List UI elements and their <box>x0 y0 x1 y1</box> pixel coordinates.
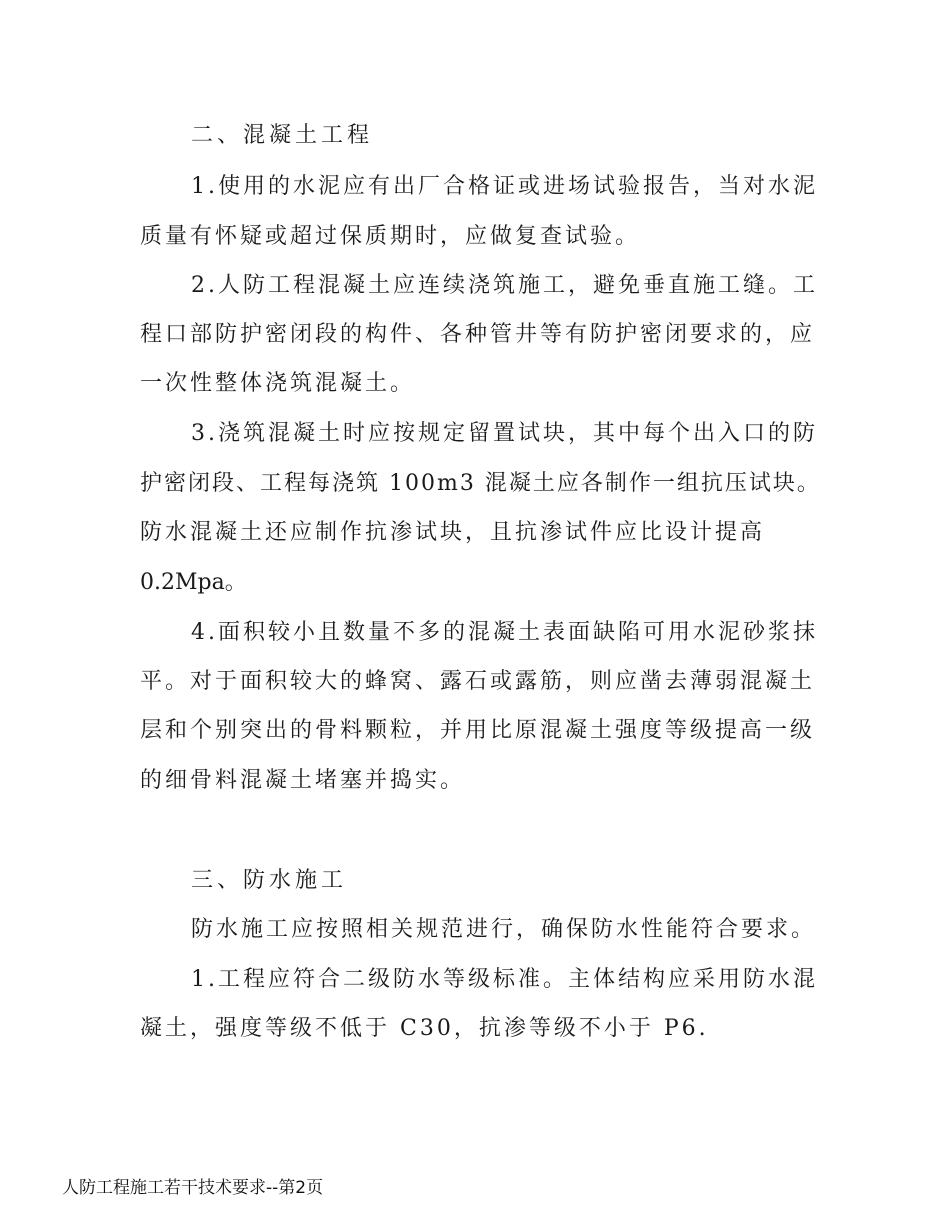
section-two-item-1-line-1: 1.使用的水泥应有出厂合格证或进场试验报告，当对水泥 <box>191 174 818 199</box>
page-footer: 人防工程施工若干技术要求--第2页 <box>62 1178 324 1198</box>
section-two-item-4-line-1: 4.面积较小且数量不多的混凝土表面缺陷可用水泥砂浆抹 <box>191 620 818 645</box>
section-two-item-2-line-1: 2.人防工程混凝土应连续浇筑施工，避免垂直施工缝。工 <box>191 273 818 298</box>
section-two-item-3-line-2: 护密闭段、工程每浇筑 100m3 混凝土应各制作一组抗压试块。 <box>140 471 821 496</box>
section-two-item-1-line-2: 质量有怀疑或超过保质期时，应做复查试验。 <box>140 224 641 249</box>
section-two-item-3-line-3: 防水混凝土还应制作抗渗试块，且抗渗试件应比设计提高 <box>140 520 766 545</box>
section-two-item-2-line-2: 程口部防护密闭段的构件、各种管井等有防护密闭要求的，应 <box>140 322 816 347</box>
section-two-item-3-line-4: 0.2Mpa。 <box>140 570 247 595</box>
section-three-item-1-line-1: 1.工程应符合二级防水等级标准。主体结构应采用防水混 <box>191 967 818 992</box>
section-two-item-4-line-4: 的细骨料混凝土堵塞并捣实。 <box>140 768 466 793</box>
section-two-item-2-line-3: 一次性整体浇筑混凝土。 <box>140 371 416 396</box>
section-two-heading: 二、混凝土工程 <box>191 123 374 148</box>
section-three-item-1-line-2: 凝土，强度等级不低于 C30，抗渗等级不小于 P6. <box>140 1016 709 1041</box>
section-two-item-4-line-2: 平。对于面积较大的蜂窝、露石或露筋，则应凿去薄弱混凝土 <box>140 669 816 694</box>
section-three-intro: 防水施工应按照相关规范进行，确保防水性能符合要求。 <box>191 917 817 942</box>
section-two-item-3-line-1: 3.浇筑混凝土时应按规定留置试块，其中每个出入口的防 <box>191 421 818 446</box>
section-two-item-4-line-3: 层和个别突出的骨料颗粒，并用比原混凝土强度等级提高一级 <box>140 718 816 743</box>
section-three-heading: 三、防水施工 <box>191 868 348 893</box>
